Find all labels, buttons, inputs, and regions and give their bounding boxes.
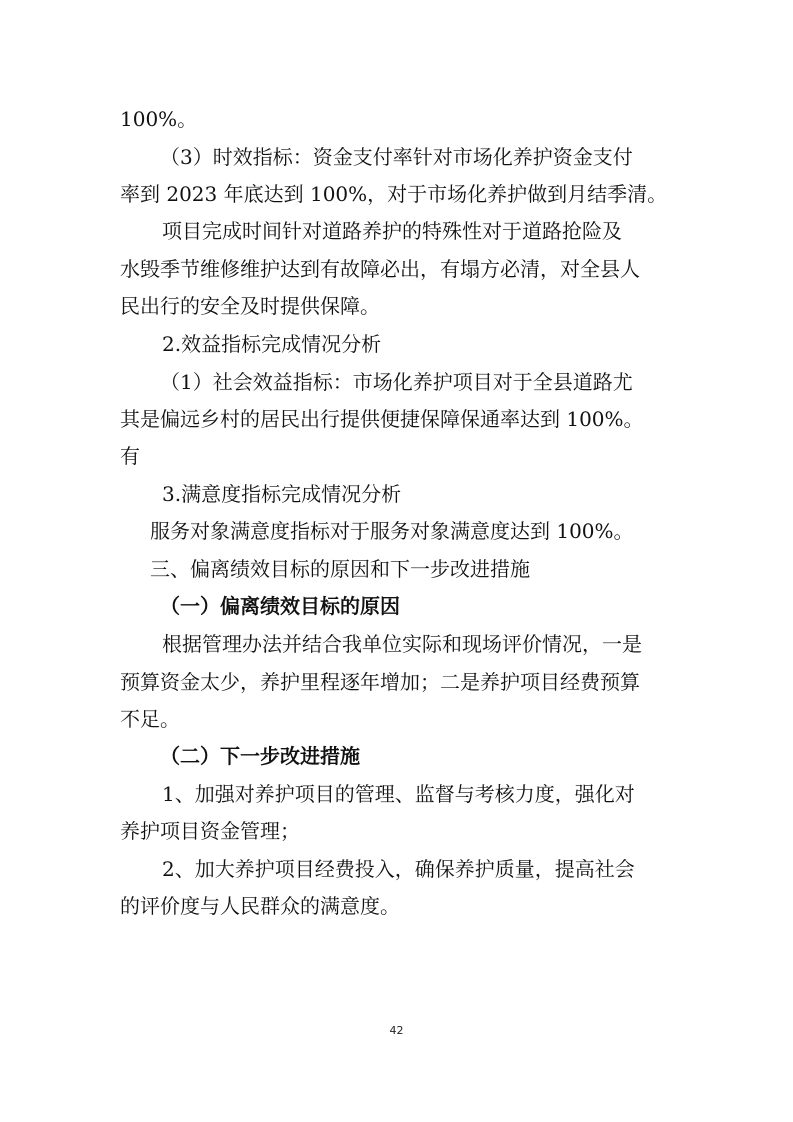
subsection-heading: （一）偏离绩效目标的原因 <box>160 594 400 618</box>
paragraph-line: 的评价度与人民群众的满意度。 <box>120 894 400 918</box>
subsection-heading: （二）下一步改进措施 <box>160 744 360 768</box>
page-number: 42 <box>389 1024 404 1037</box>
paragraph-line: （3）时效指标：资金支付率针对市场化养护资金支付 <box>160 145 633 169</box>
paragraph-line: 水毁季节维修维护达到有故障必出，有塌方必清，对全县人 <box>120 257 640 281</box>
paragraph-line: 有 <box>120 444 140 468</box>
paragraph-line: 养护项目资金管理； <box>120 819 300 843</box>
paragraph-line: 项目完成时间针对道路养护的特殊性对于道路抢险及 <box>162 219 622 243</box>
paragraph-line: 其是偏远乡村的居民出行提供便捷保障保通率达到 100%。 <box>120 407 644 431</box>
paragraph-line: 民出行的安全及时提供保障。 <box>120 294 380 318</box>
paragraph-line: 100%。 <box>120 107 198 131</box>
paragraph-line: 2、加大养护项目经费投入，确保养护质量，提高社会 <box>162 857 635 881</box>
paragraph-line: 不足。 <box>120 707 180 731</box>
paragraph-line: 预算资金太少，养护里程逐年增加；二是养护项目经费预算 <box>120 670 640 694</box>
paragraph-line: 服务对象满意度指标对于服务对象满意度达到 100%。 <box>150 519 634 543</box>
section-heading: 3.满意度指标完成情况分析 <box>162 482 402 506</box>
chapter-heading: 三、偏离绩效目标的原因和下一步改进措施 <box>150 557 530 581</box>
section-heading: 2.效益指标完成情况分析 <box>162 332 382 356</box>
paragraph-line: （1）社会效益指标：市场化养护项目对于全县道路尤 <box>160 370 633 394</box>
paragraph-line: 1、加强对养护项目的管理、监督与考核力度，强化对 <box>162 782 635 806</box>
paragraph-line: 率到 2023 年底达到 100%，对于市场化养护做到月结季清。 <box>120 182 668 206</box>
paragraph-line: 根据管理办法并结合我单位实际和现场评价情况，一是 <box>162 632 642 656</box>
